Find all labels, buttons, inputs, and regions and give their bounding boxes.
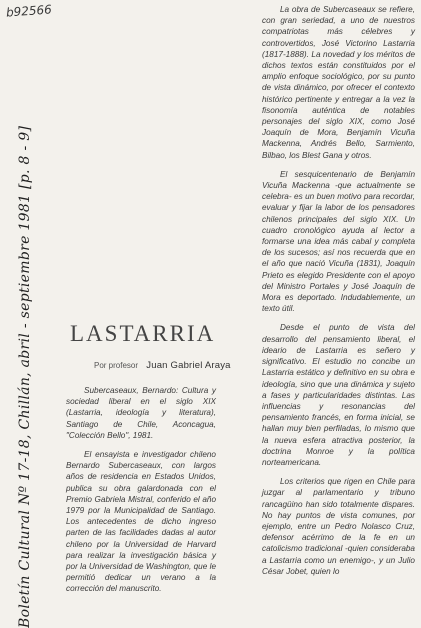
author-name: Juan Gabriel Araya [146,360,231,371]
source-reference: Subercaseaux, Bernardo: Cultura y sociedad liberal en el siglo XIX (Lastarria, ideología y literatura), Santiago de Chile, Aconcagua, "Colección Bello", 1981. [66,386,216,440]
paragraph: Los criterios que rigen en Chile para juzgar al parlamentario y tribuno rancagüino han sido totalmente dispares. No hay puntos de vista comunes, por ejemplo, entre un Pedro Nolasco Cruz, defensor acérrimo de la fe en un catolicismo tradicional -quien consideraba a Lastarria como un enemigo-, y un Julio César Jobet, quien lo [262,477,415,576]
paragraph: La obra de Subercaseaux se refiere, con gran seriedad, a uno de nuestros compatriotas más célebres y controvertidos, José Victorino Lastarria (1817-1888). La novedad y los méritos de dichos textos están constituidos por el amplio enfoque sociológico, por su punto de vista dinámico, por ofrecer el contexto histórico pertinente y entregar a la vez la fisonomía auténtica de notables personajes del siglo XIX, como José Joaquín de Mora, Benjamín Vicuña Mackenna, Andrés Bello, Sarmiento, Bilbao, los Blest Gana y otros. [262,5,415,160]
paragraph: El sesquicentenario de Benjamín Vicuña Mackenna -que actualmente se celebra- es un buen motivo para recordar, evaluar y fijar la labor de los pensadores chilenos principales del siglo XIX. Un cuadro cronológico ayuda al lector a formarse una idea más cabal y completa de los sucesos; así nos recuerda que en el año que nació Vicuña (1831), Joaquín Prieto es elegido Presidente con el apoyo del Ministro Portales y José Joaquín de Mora es deportado. Indudablemente, un texto útil. [262,169,415,314]
paragraph: Desde el punto de vista del desarrollo del pensamiento liberal, el ideario de Lastarria es señero y significativo. El estudio no concibe un Lastarria estático y definitivo en su obra e ideología, sino que una dinámica y sujeto a fases y particularidades distintas. Las influencias y resonancias del pensamiento francés, en forma inicial, se hallan muy bien perfiladas, lo mismo que la nueva esfera atractiva posterior, la doctrina Monroe y la política norteamericana. [262,323,415,467]
right-column [262,4,415,585]
byline [94,360,231,371]
article-title: LASTARRIA [70,321,216,346]
handwritten-citation: Boletín Cultural Nº 17-18, Chillán, abril - septiembre 1981 [p. 8 - 9] [17,125,33,628]
archive-stamp: b92566 [5,2,53,20]
paragraph: El ensayista e investigador chileno Bernardo Subercaseaux, con largos años de residencia en Estados Unidos, publica su obra galardonada con el Premio Gabriela Mistral, conferido el año 1979 por la Municipalidad de Santiago. Los antecedentes de dicho ingreso parten de las facilidades dadas al autor chileno por la Universidad de Harvard para realizar la investigación básica y por la Universidad de Washington, que le permitió dedicar un verano a la corrección del manuscrito. [66,450,216,594]
byline-prefix: Por profesor [94,361,139,370]
left-column [66,385,216,603]
